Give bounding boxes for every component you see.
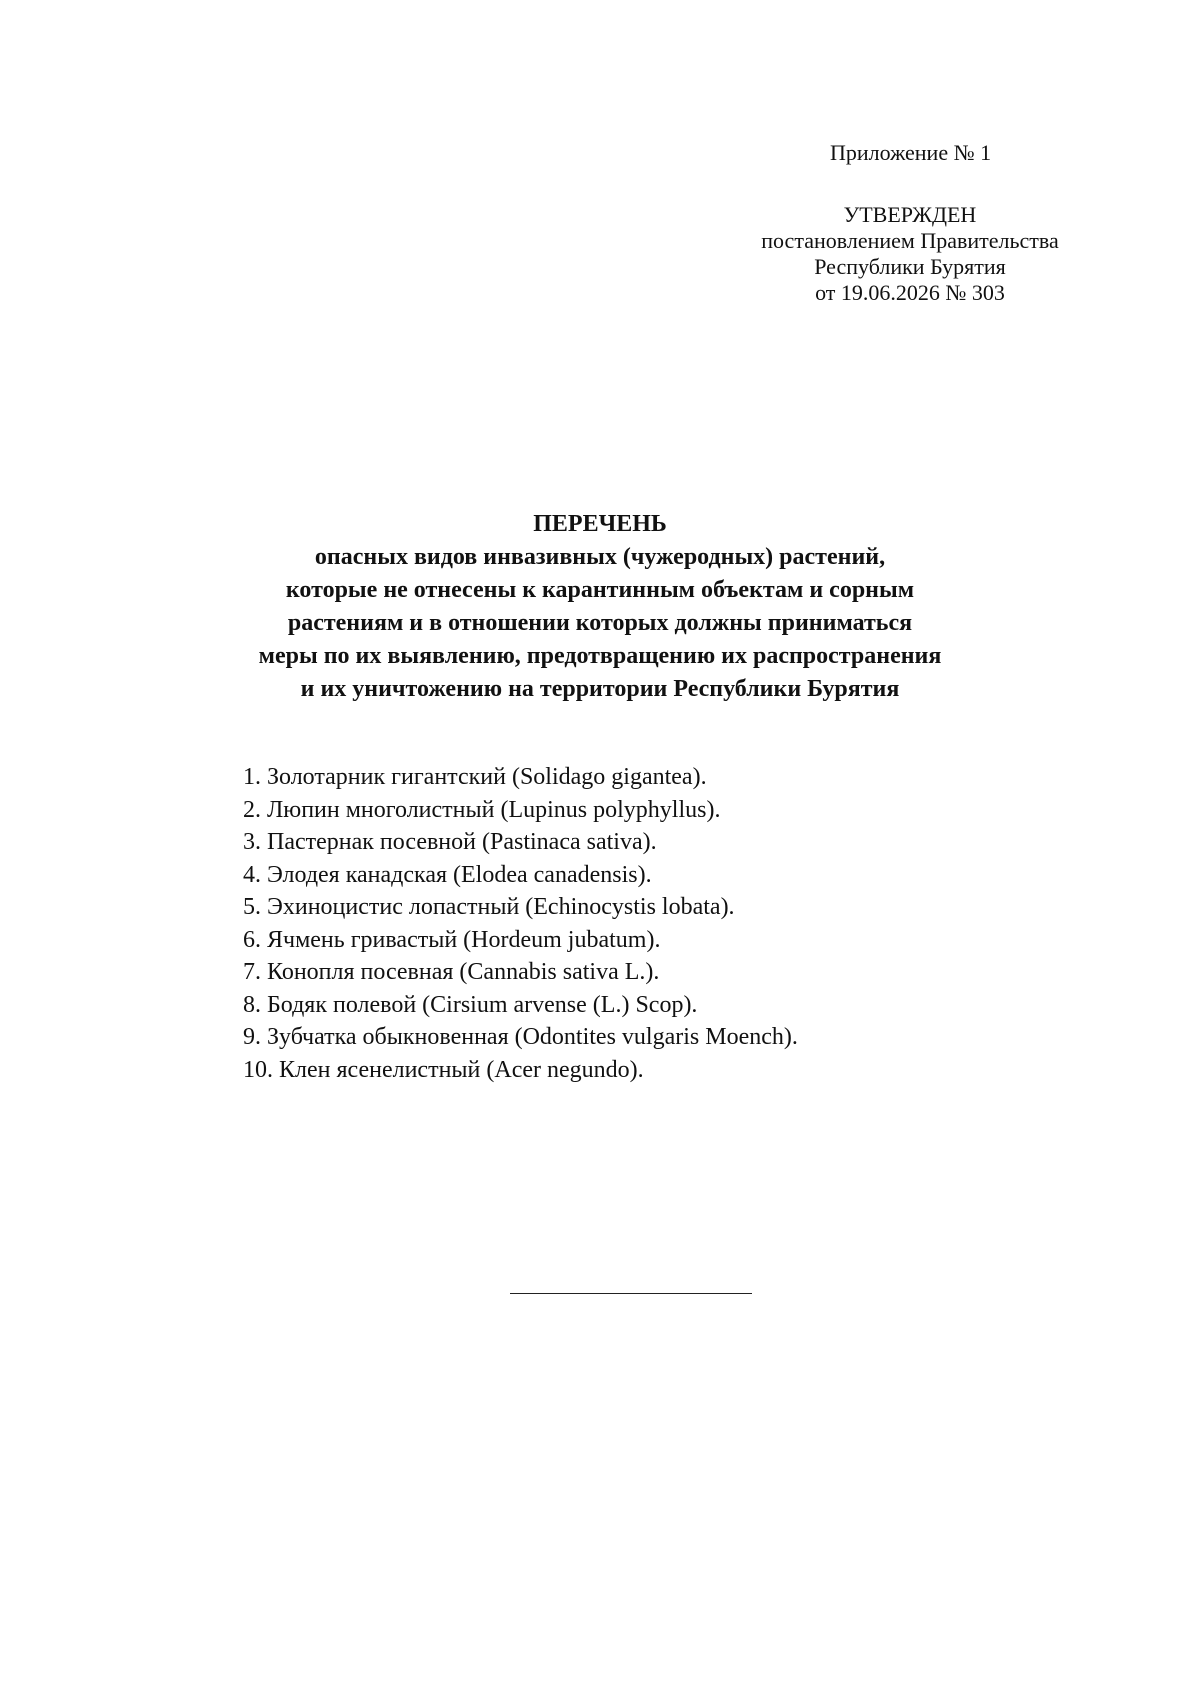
list-item: 2. Люпин многолистный (Lupinus polyphyllus). (243, 796, 721, 823)
title-line: которые не отнесены к карантинным объектам и сорным (285, 577, 915, 603)
list-item: 3. Пастернак посевной (Pastinaca sativa). (243, 829, 657, 855)
approval-line: постановлением Правительства (761, 228, 1059, 253)
list-item: 1. Золотарник гигантский (Solidago gigantea). (243, 764, 707, 790)
approval-block (740, 202, 1080, 306)
title-line: и их уничтожению на территории Республики Бурятия (300, 676, 900, 702)
list-item: 5. Эхиноцистис лопастный (Echinocystis lobata). (243, 894, 735, 920)
title-line: растениям и в отношении которых должны приниматься (287, 610, 913, 636)
closing-divider (510, 1293, 752, 1294)
approval-line: УТВЕРЖДЕН (843, 202, 977, 227)
list-item: 8. Бодяк полевой (Cirsium arvense (L.) Scop). (243, 991, 698, 1018)
species-list (243, 761, 798, 1086)
approval-line: Республики Бурятия (814, 254, 1006, 279)
list-item: 6. Ячмень гривастый (Hordeum jubatum). (243, 926, 661, 953)
title-line: опасных видов инвазивных (чужеродных) растений, (314, 544, 886, 570)
approval-line: от 19.06.2026 № 303 (815, 280, 1005, 305)
list-item: 4. Элодея канадская (Elodea canadensis). (243, 861, 652, 888)
appendix-label: Приложение № 1 (830, 140, 992, 165)
document-title (0, 508, 1200, 706)
title-line: меры по их выявлению, предотвращению их распространения (258, 643, 942, 669)
list-item: 9. Зубчатка обыкновенная (Odontites vulgaris Moench). (243, 1024, 798, 1050)
list-item: 7. Конопля посевная (Cannabis sativa L.). (243, 959, 660, 985)
title-heading: ПЕРЕЧЕНЬ (533, 511, 667, 537)
list-item: 10. Клен ясенелистный (Acer negundo). (243, 1056, 644, 1083)
